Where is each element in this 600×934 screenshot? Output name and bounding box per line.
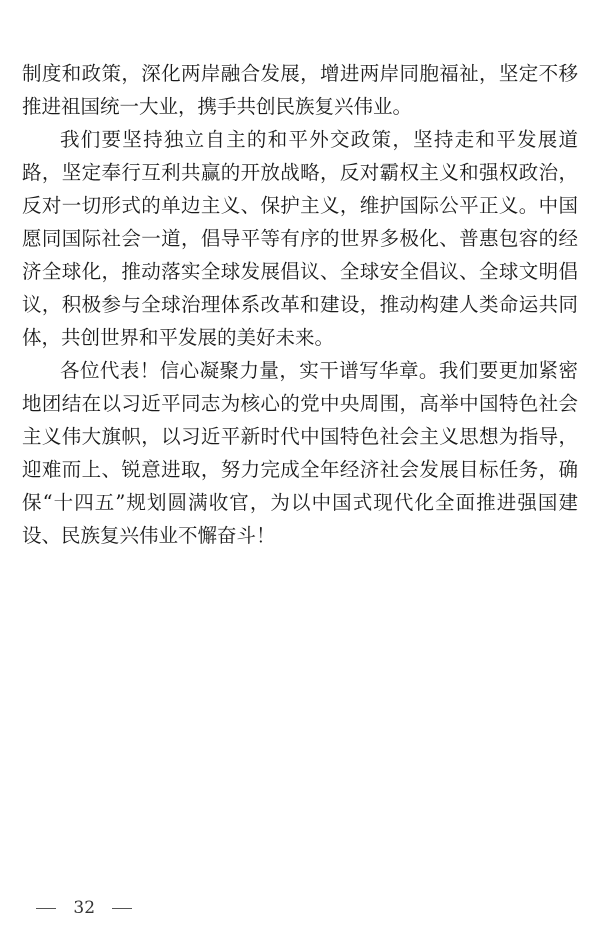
text-line: 我们要坚持独立自主的和平外交政策，坚持走和平发展道 bbox=[60, 128, 578, 151]
text-line: 反对一切形式的单边主义、保护主义，维护国际公平正义。中国 bbox=[22, 194, 578, 217]
text-line: 路，坚定奉行互利共赢的开放战略，反对霸权主义和强权政治， bbox=[22, 161, 578, 184]
text-line: 设、民族复兴伟业不懈奋斗！ bbox=[22, 524, 276, 547]
footer-dash-left bbox=[36, 908, 56, 909]
body-text bbox=[22, 57, 578, 552]
text-line: 迎难而上、锐意进取，努力完成全年经济社会发展目标任务，确 bbox=[22, 458, 578, 481]
text-line: 济全球化，推动落实全球发展倡议、全球安全倡议、全球文明倡 bbox=[22, 260, 578, 283]
paragraph-diplomacy bbox=[22, 123, 578, 354]
text-line: 推进祖国统一大业，携手共创民族复兴伟业。 bbox=[22, 95, 413, 118]
text-line: 主义伟大旗帜，以习近平新时代中国特色社会主义思想为指导， bbox=[22, 425, 578, 448]
page-number: 32 bbox=[73, 898, 96, 918]
text-line: 各位代表！信心凝聚力量，实干谱写华章。我们要更加紧密 bbox=[60, 359, 578, 382]
page-footer bbox=[32, 898, 136, 918]
footer-dash-right bbox=[112, 908, 132, 909]
paragraph-closing bbox=[22, 354, 578, 552]
text-line: 制度和政策，深化两岸融合发展，增进两岸同胞福祉，坚定不移 bbox=[22, 62, 578, 85]
text-line: 愿同国际社会一道，倡导平等有序的世界多极化、普惠包容的经 bbox=[22, 227, 578, 250]
text-line: 地团结在以习近平同志为核心的党中央周围，高举中国特色社会 bbox=[22, 392, 578, 415]
text-line: 议，积极参与全球治理体系改革和建设，推动构建人类命运共同 bbox=[22, 293, 578, 316]
text-line: 保“十四五”规划圆满收官，为以中国式现代化全面推进强国建 bbox=[22, 491, 578, 514]
paragraph-continuation bbox=[22, 57, 578, 123]
text-line: 体，共创世界和平发展的美好未来。 bbox=[22, 326, 335, 349]
